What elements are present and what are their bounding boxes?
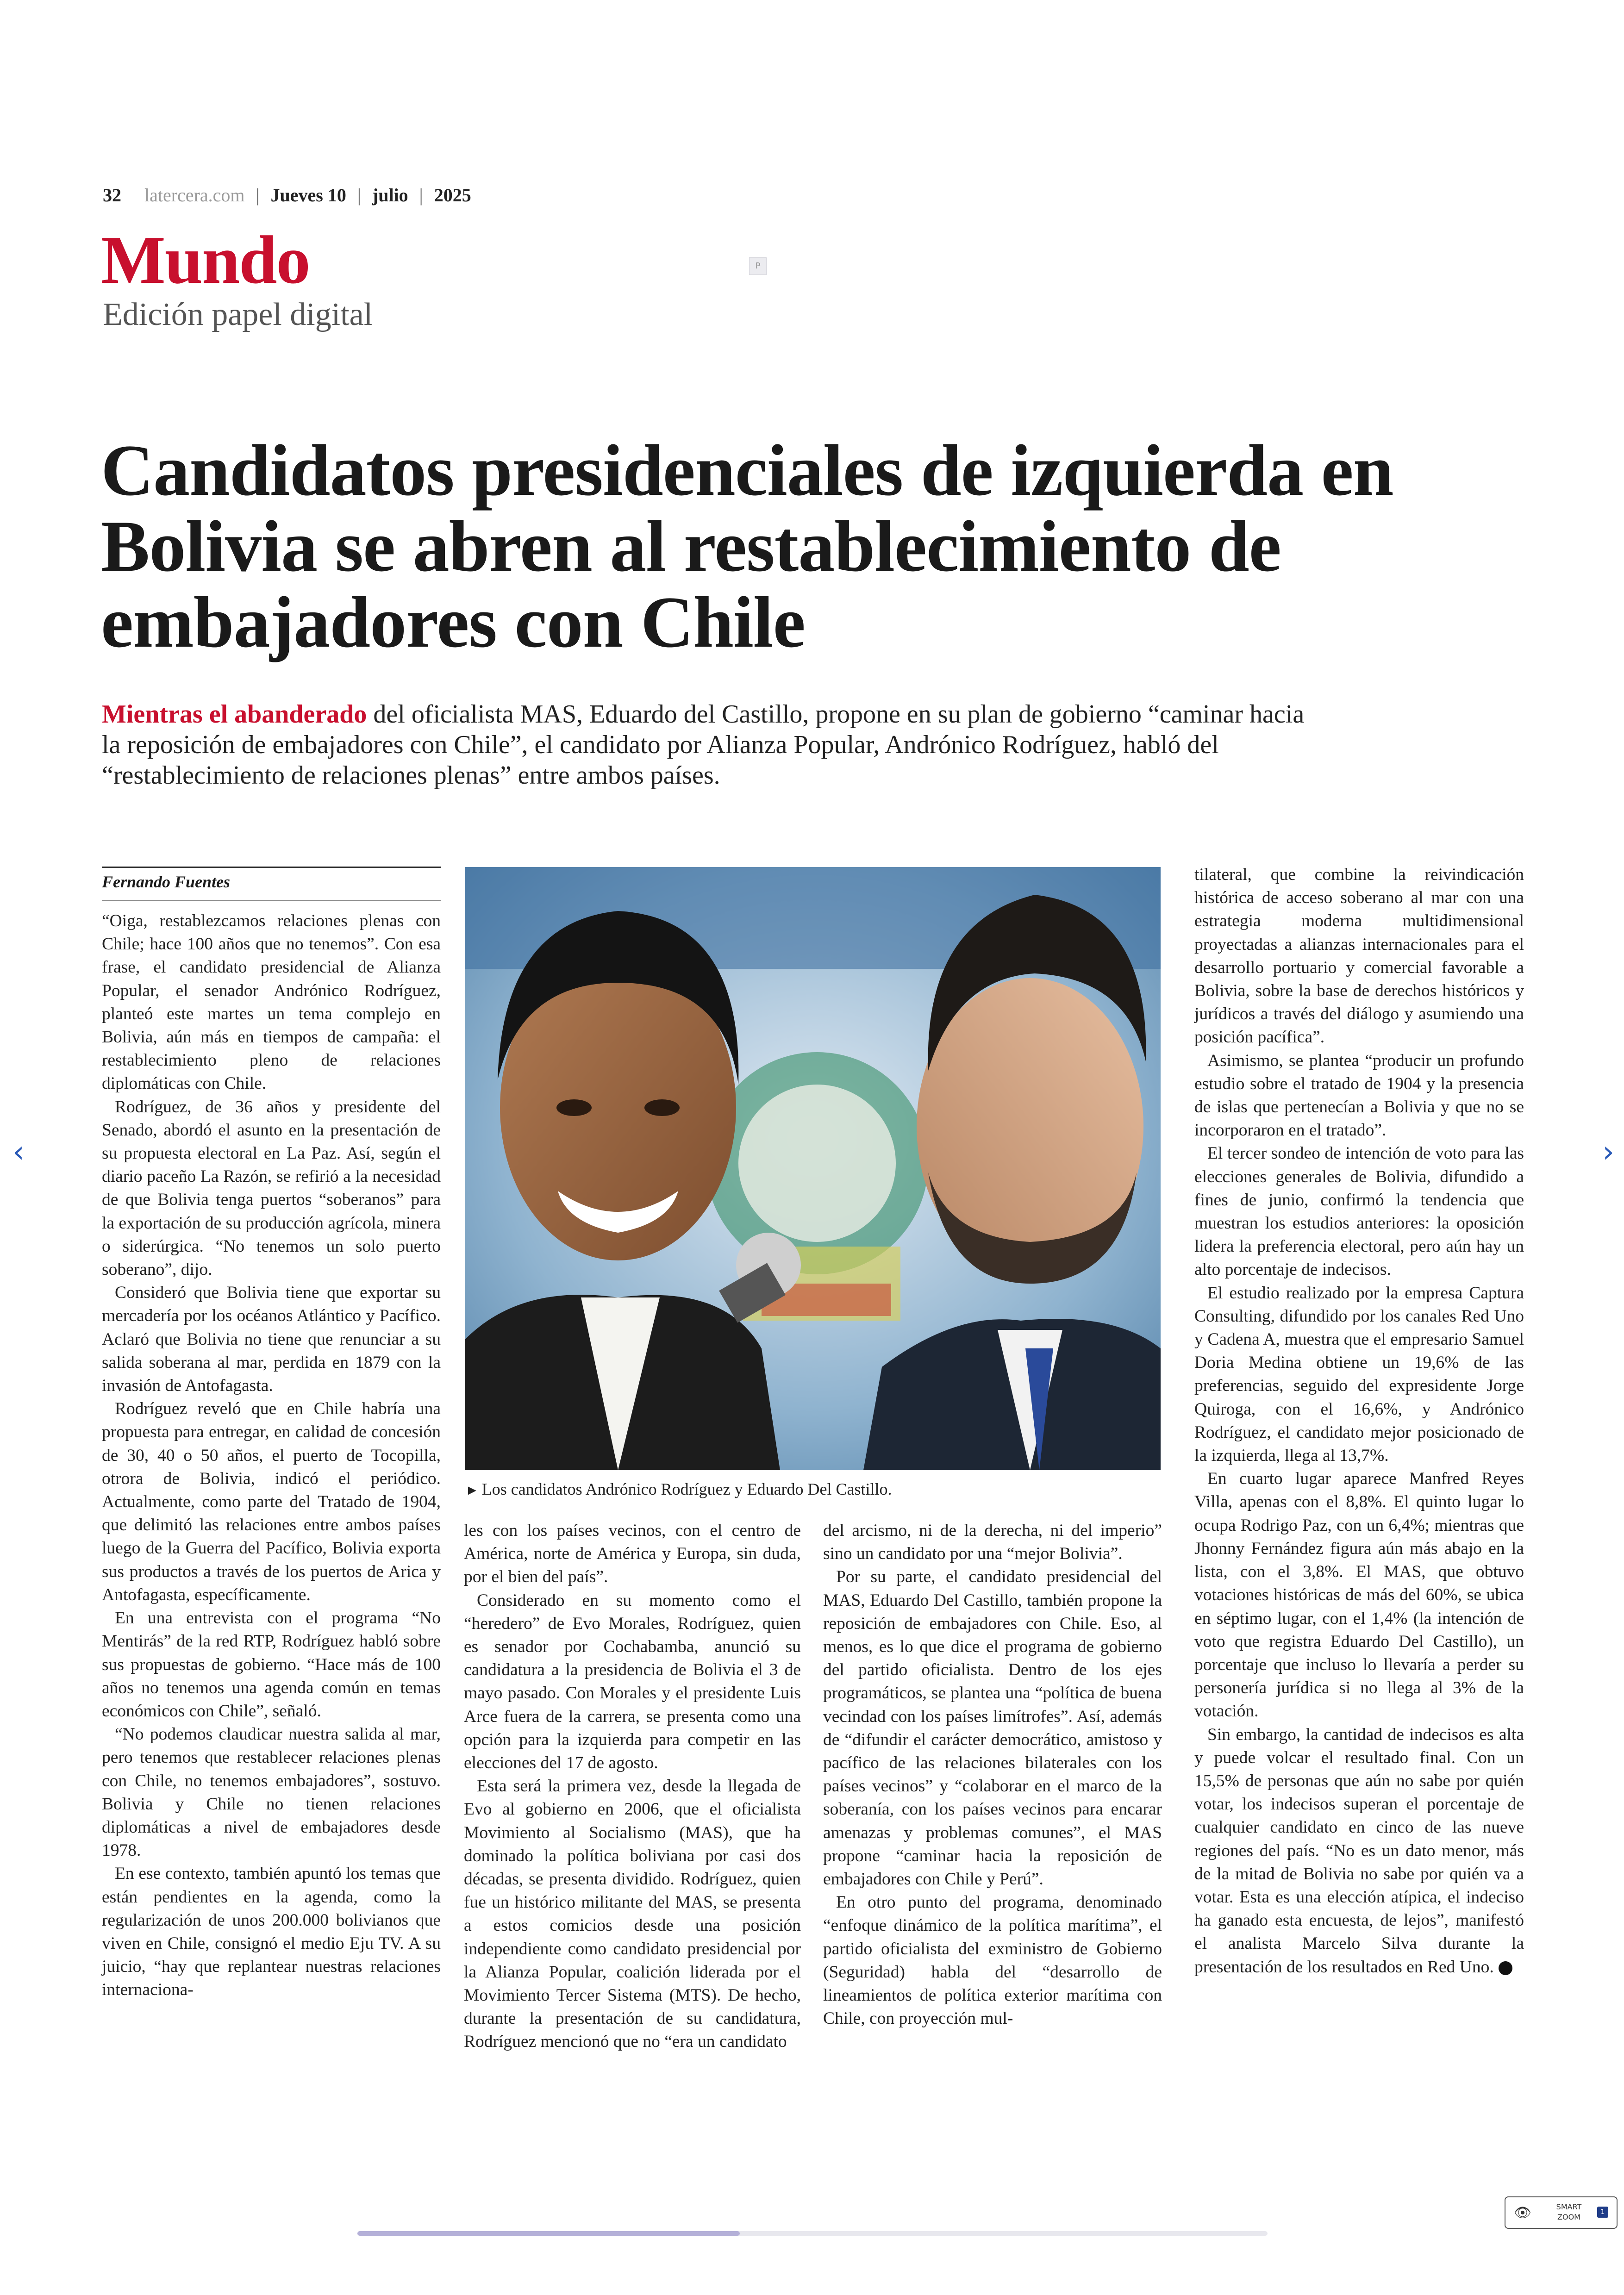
eye-icon: 👁 [1514,2205,1532,2221]
smart-zoom-button[interactable] [1505,2196,1618,2229]
paragraph: El tercer sondeo de intención de voto para las elecciones generales de Bolivia, difundido a fines de junio, confirmó la tendencia que muestran los estudios anteriores: la oposición lidera la preferencia electoral, pero aún hay un alto porcentaje de indecisos. [1194,1144,1524,1279]
paragraph: Asimismo, se plantea “producir un profundo estudio sobre el tratado de 1904 y la presencia de islas que pertenecían a Bolivia y que no se incorporaron en el tratado”. [1194,1051,1524,1140]
site-name: latercera.com [144,185,245,206]
paragraph: tilateral, que combine la reivindicación histórica de acceso soberano al mar con una estrategia moderna multidimensional proyectadas a alianzas internacionales para el desarrollo portuario y comercial favorable a Bolivia, sobre la base de derechos históricos y jurídicos a través del diálogo y asumiendo una posición pacífica”. [1194,865,1524,1047]
paragraph: Esta será la primera vez, desde la llegada de Evo al gobierno en 2006, que el oficialista Movimiento al Socialismo (MAS), que ha dominado la política boliviana por casi dos décadas, se presenta dividido. Rodríguez, quien fue un histórico militante del MAS, se presenta a estos comicios desde una posición independiente como candidato presidencial por la Alianza Popular, coalición liderada por el Movimiento Tercer Sistema (MTS). De hecho, durante la presentación de su candidatura, Rodríguez mencionó que no “era un candidato [464,1777,801,2052]
paragraph: El estudio realizado por la empresa Captura Consulting, difundido por los canales Red Uno y Cadena A, muestra que el empresario Samuel Doria Medina obtiene un 19,6% de las preferencias, seguido del expresidente Jorge Quiroga, con el 16,6%, y Andrónico Rodríguez, el candidato mejor posicionado de la izquierda, llega al 13,7%. [1194,1283,1524,1466]
page-scrollbar[interactable] [357,2231,1268,2236]
masthead [103,184,471,206]
paragraph: del arcismo, ni de la derecha, ni del imperio” sino un candidato por una “mejor Bolivia”. [823,1521,1162,1564]
photo-illustration [465,867,1161,1470]
section-title: Mundo [101,222,310,298]
byline-rule [102,867,441,868]
masthead-year: 2025 [434,185,471,206]
paragraph [1194,1723,1524,1979]
paragraph: Rodríguez reveló que en Chile habría una propuesta para entregar, en calidad de concesión de 30, 40 o 50 años, el puerto de Tocopilla, otrora de Bolivia, indicó el periódico. Actualmente, como parte del Tratado de 1904, que delimitó las relaciones entre ambos países luego de la Guerra del Pacífico, Bolivia exporta sus productos a través de los puertos de Arica y Antofagasta, específicamente. [102,1399,441,1604]
section-subtitle: Edición papel digital [103,297,373,332]
lede-strong: Mientras el abanderado [102,700,367,729]
paragraph: En cuarto lugar aparece Manfred Reyes Villa, apenas con el 8,8%. El quinto lugar lo ocupa Rodrigo Paz, con un 6,4%; mientras que Jhonny Fernández figura aún más abajo en la lista, con el 3,8%. El MAS, que obtuvo votaciones históricas de más del 60%, se ubica en séptimo lugar, con el 1,4% (la intención de voto que registra Eduardo Del Castillo), un porcentaje que incluso lo llevaría a perder su personería jurídica si no llega al 3% de la votación. [1194,1469,1524,1721]
next-page-button[interactable] [1594,1135,1622,1169]
end-mark-icon [1499,1961,1512,1975]
chevron-right-icon: › [1602,1135,1614,1169]
caption-triangle-icon: ► [465,1483,479,1498]
page-marker-icon: P [749,257,767,275]
lede-text: del oficialista MAS, Eduardo del Castillo, propone en su plan de gobierno “caminar hacia la reposición de embajadores con Chile”, el candidato por Alianza Popular, Andrónico Rodríguez, habló del “restablecimiento de relaciones plenas” entre ambos países. [102,700,1305,790]
paragraph: “Oiga, restablezcamos relaciones plenas con Chile; hace 100 años que no tenemos”. Con esa frase, el candidato presidencial de Alianza Popular, el senador Andrónico Rodríguez, planteó este martes un tema complejo en Bolivia, aún más en tiempos de campaña: el restablecimiento pleno de relaciones diplomáticas con Chile. [102,911,441,1093]
prev-page-button[interactable] [5,1135,32,1169]
caption-text: Los candidatos Andrónico Rodríguez y Eduardo Del Castillo. [481,1480,892,1498]
smart-zoom-badge: 1 [1597,2207,1608,2218]
paragraph: Consideró que Bolivia tiene que exportar su mercadería por los océanos Atlántico y Pacífico. Aclaró que Bolivia no tiene que renunciar a su salida soberana al mar, perdida en 1879 con la invasión de Antofagasta. [102,1283,441,1396]
article-column-1 [102,910,441,2002]
smart-zoom-label: SMART ZOOM [1556,2202,1582,2221]
article-column-4 [1194,863,1524,1979]
article-column-2 [464,1519,801,2054]
byline-rule [102,900,441,901]
byline: Fernando Fuentes [102,873,231,891]
paragraph: En una entrevista con el programa “No Mentirás” de la red RTP, Rodríguez habló sobre sus propuestas de gobierno. “Hace más de 100 años no tenemos una agenda común en temas económicos con Chile”, señaló. [102,1609,441,1721]
photo-caption [465,1479,892,1499]
paragraph: les con los países vecinos, con el centro de América, norte de América y Europa, sin duda, por el bien del país”. [464,1521,801,1587]
paragraph: En otro punto del programa, denominado “enfoque dinámico de la política marítima”, el partido oficialista del exministro de Gobierno (Seguridad) habla del “desarrollo de lineamientos de política exterior marítima con Chile, con proyección mul- [823,1893,1162,2028]
masthead-separator: | [419,185,423,206]
page-number: 32 [103,185,121,206]
paragraph: En ese contexto, también apuntó los temas que están pendientes en la agenda, como la regularización de unos 200.000 bolivianos que viven en Chile, consignó el medio Eju TV. A su juicio, “hay que replantear nuestras relaciones internaciona- [102,1864,441,2000]
scrollbar-thumb[interactable] [357,2231,740,2236]
masthead-month: julio [372,185,408,206]
article-photo [465,867,1161,1470]
paragraph: “No podemos claudicar nuestra salida al mar, pero tenemos que restablecer relaciones plenas con Chile, no tenemos embajadores”, sostuvo. Bolivia y Chile no tienen relaciones diplomáticas a nivel de embajadores desde 1978. [102,1725,441,1860]
article-column-3 [823,1519,1162,2030]
chevron-left-icon: ‹ [12,1135,25,1169]
article-lede [102,699,1305,791]
paragraph: Rodríguez, de 36 años y presidente del Senado, abordó el asunto en la presentación de su propuesta electoral en La Paz. Así, según el diario paceño La Razón, se refirió a la necesidad de que Bolivia tenga puertos “soberanos” para la exportación de su producción agrícola, minera o siderúrgica. “No tenemos un solo puerto soberano”, dijo. [102,1097,441,1279]
paragraph-text: Sin embargo, la cantidad de indecisos es alta y puede volcar el resultado final. Con un 15,5% de personas que aún no sabe por quién votar, los indecisos superan el porcentaje de cualquier candidato en cinco de las nueve regiones del país. “No es un dato menor, más de la mitad de Bolivia no sabe por quién va a votar. Esta es una elección atípica, el indeciso ha ganado esta encuesta, de lejos”, manifestó el analista Marcelo Silva durante la presentación de los resultados en Red Uno. [1194,1725,1524,1977]
masthead-separator: | [256,185,260,206]
masthead-separator: | [357,185,361,206]
masthead-weekday: Jueves 10 [270,185,346,206]
paragraph: Considerado en su momento como el “heredero” de Evo Morales, Rodríguez, quien es senador por Cochabamba, anunció su candidatura a la presidencia de Bolivia el 3 de mayo pasado. Con Morales y el presidente Luis Arce fuera de la carrera, se presenta como una opción para la izquierda para competir en las elecciones del 17 de agosto. [464,1590,801,1773]
article-headline: Candidatos presidenciales de izquierda en Bolivia se abren al restablecimiento de embajadores con Chile [101,430,1393,663]
paragraph: Por su parte, el candidato presidencial del MAS, Eduardo Del Castillo, también propone la reposición de embajadores con Chile. Eso, al menos, es lo que dice el programa de gobierno del partido oficialista. Dentro de los ejes programáticos, se plantea una “política de buena vecindad con los países limítrofes”. Así, además de “difundir el carácter democrático, amistoso y pacífico de las relaciones bilaterales con los países vecinos” y “colaborar en el marco de la soberanía, con los países vecinos para encarar amenazas y problemas comunes”, el MAS propone “caminar hacia la reposición de embajadores con Chile y Perú”. [823,1567,1162,1889]
